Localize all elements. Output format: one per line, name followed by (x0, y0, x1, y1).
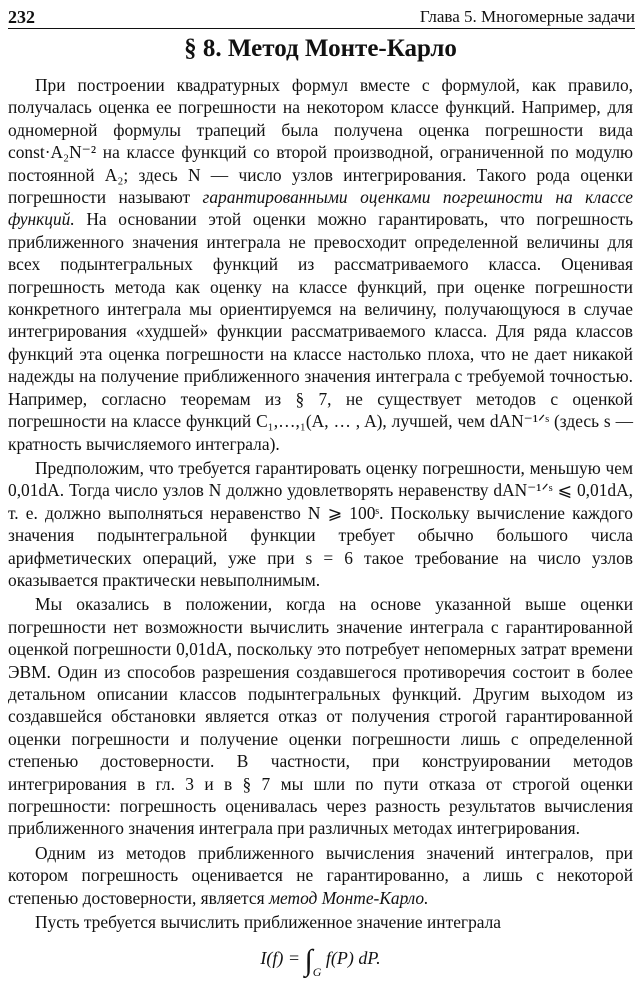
integral-sign: ∫ (304, 944, 313, 978)
integral-domain: G (312, 965, 322, 980)
section-title: § 8. Метод Монте-Карло (184, 35, 457, 62)
paragraph-1-emphasis: гарантированными оценками погрешности на классе функций. (8, 187, 633, 230)
paragraph-5: Пусть требуется вычислить приближенное значение интеграла (35, 912, 502, 933)
page-number: 232 (8, 7, 35, 27)
body-text (8, 74, 633, 987)
formula-integrand: f(P) dP. (325, 948, 381, 969)
paragraph-4-part-a: Одним из методов приближенного вычисления значений интегралов, при котором погрешность оценивается не гарантированно, а лишь с некоторой степенью достоверности, является (8, 842, 633, 908)
running-head: Глава 5. Многомерные задачи (419, 7, 635, 26)
paragraph-1-part-a: При построении квадратурных формул вместе с формулой, как правило, получалась оценка ее погрешности на некотором классе функций. Например, для одномерной формулы трапеций была получена оценка погрешности вида const·A₂N⁻² на классе функций со второй производной, ограниченной по модулю постоянной A₂; здесь N — число узлов интегрирования. Такого рода оценки погрешности называют (8, 75, 633, 208)
formula-lhs: I(f) = (260, 948, 301, 969)
paragraph-4 (8, 842, 633, 909)
paragraph-2: Предположим, что требуется гарантировать оценку погрешности, меньшую чем 0,01dA. Тогда число узлов N должно удовлетворять неравенству dAN⁻¹ᐟˢ ⩽ 0,01dA, т. е. должно выполняться неравенство N ⩾ 100ˢ. Поскольку вычисление каждого значения подынтегральной функции требует обычно большого числа арифметических операций, уже при s = 6 такое требование на число узлов оказывается практически невыполнимым. (8, 457, 633, 590)
page-header (8, 4, 635, 29)
integral-formula (8, 943, 633, 987)
paragraph-1-part-b: На основании этой оценки можно гарантировать, что погрешность приближенного значения интеграла не превосходит определенной величины для всех подынтегральных функций из рассматриваемого класса. Оценивая погрешность метода как оценку на классе функций, при оценке погрешности конкретного интеграла мы ориентируемся на величину, получающуюся в случае интегрирования «худшей» функции рассматриваемого класса. Для ряда классов функций эта оценка погрешности на классе настолько плоха, что не дает никакой надежды на получение приближенного значения интеграла с требуемой точностью. Например, согласно теоремам из § 7, не существует методов с оценкой погрешности на классе функций C₁,…,₁(A, … , A), лучшей, чем dAN⁻¹ᐟˢ (здесь s — кратность вычисляемого интеграла). (8, 209, 633, 454)
paragraph-1 (8, 74, 633, 455)
paragraph-3: Мы оказались в положении, когда на основе указанной выше оценки погрешности нет возможности вычислить значение интеграла с гарантированной оценкой погрешности 0,01dA, поскольку это потребует непомерных затрат времени ЭВМ. Один из способов разрешения создавшегося противоречия состоит в более детальном описании классов подынтегральных функций. Другим выходом из создавшейся обстановки является отказ от получения строгой гарантированной оценки погрешности и получение оценки погрешности лишь с определенной степенью достоверности. В частности, при конструировании методов интегрирования в гл. 3 и в § 7 мы шли по пути отказа от строгой оценки погрешности: погрешность оценивалась через разность результатов вычисления приближенного значения интеграла при различных методах интегрирования. (8, 594, 633, 839)
paragraph-4-emphasis: метод Монте-Карло. (268, 887, 429, 908)
